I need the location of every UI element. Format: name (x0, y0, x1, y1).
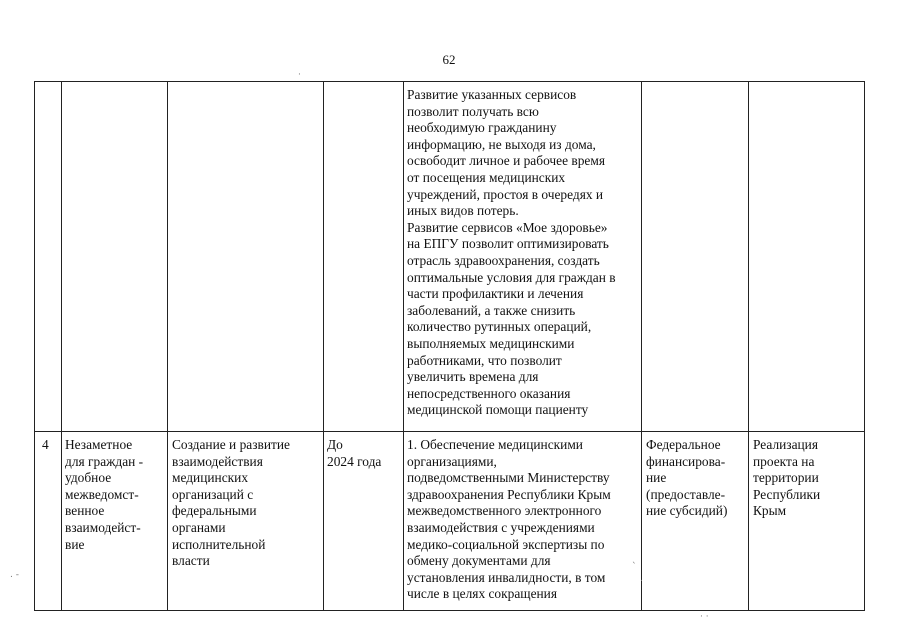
column-divider (323, 82, 324, 610)
column-divider (61, 82, 62, 610)
scan-speck-mark: · (298, 70, 301, 80)
measures-table (34, 81, 865, 611)
page-number: 62 (442, 52, 456, 67)
cell-financing: Федеральное финансирова- ние (предоставле- ние субсидий) (646, 437, 728, 519)
scan-speck-mark: · · (700, 612, 709, 622)
scan-speck-mark: . (640, 574, 643, 584)
column-divider (403, 82, 404, 610)
cell-territory: Реализация проекта на территории Республики Крым (753, 437, 821, 519)
row-divider (35, 431, 864, 432)
scan-speck-mark: ` (632, 562, 637, 572)
column-divider (748, 82, 749, 610)
cell-deadline: До 2024 года (327, 437, 382, 469)
cell-measure-name: Незаметное для граждан - удобное межведомст- венное взаимодейст- вие (65, 437, 144, 552)
column-divider (641, 82, 642, 610)
scan-speck-mark: . - (10, 570, 19, 580)
column-divider (167, 82, 168, 610)
cell-effect: 1. Обеспечение медицинскими организациями, подведомственными Министерству здравоохранения Республики Крым межведомственного электронного взаимодействия с учреждениями медико-социальной экспертизы по обмену документами для установления инвалидности, в том числе в целях сокращения (407, 437, 611, 602)
cell-row-number: 4 (42, 437, 49, 452)
cell-action: Создание и развитие взаимодействия медицинских организаций с федеральными органами исполнительной власти (172, 437, 290, 569)
cell-effect-continued: Развитие указанных сервисов позволит получать всю необходимую гражданину информацию, не выходя из дома, освободит личное и рабочее время от посещения медицинских учреждений, простоя в очередях и иных видов потерь. Развитие сервисов «Мое здоровье» на ЕПГУ позволит оптимизировать отрасль здравоохранения, создать оптимальные условия для граждан в части профилактики и лечения заболеваний, а также снизить количество рутинных операций, выполняемых медицинскими работниками, что позволит увеличить времена для непосредственного оказания медицинской помощи пациенту (407, 87, 616, 418)
